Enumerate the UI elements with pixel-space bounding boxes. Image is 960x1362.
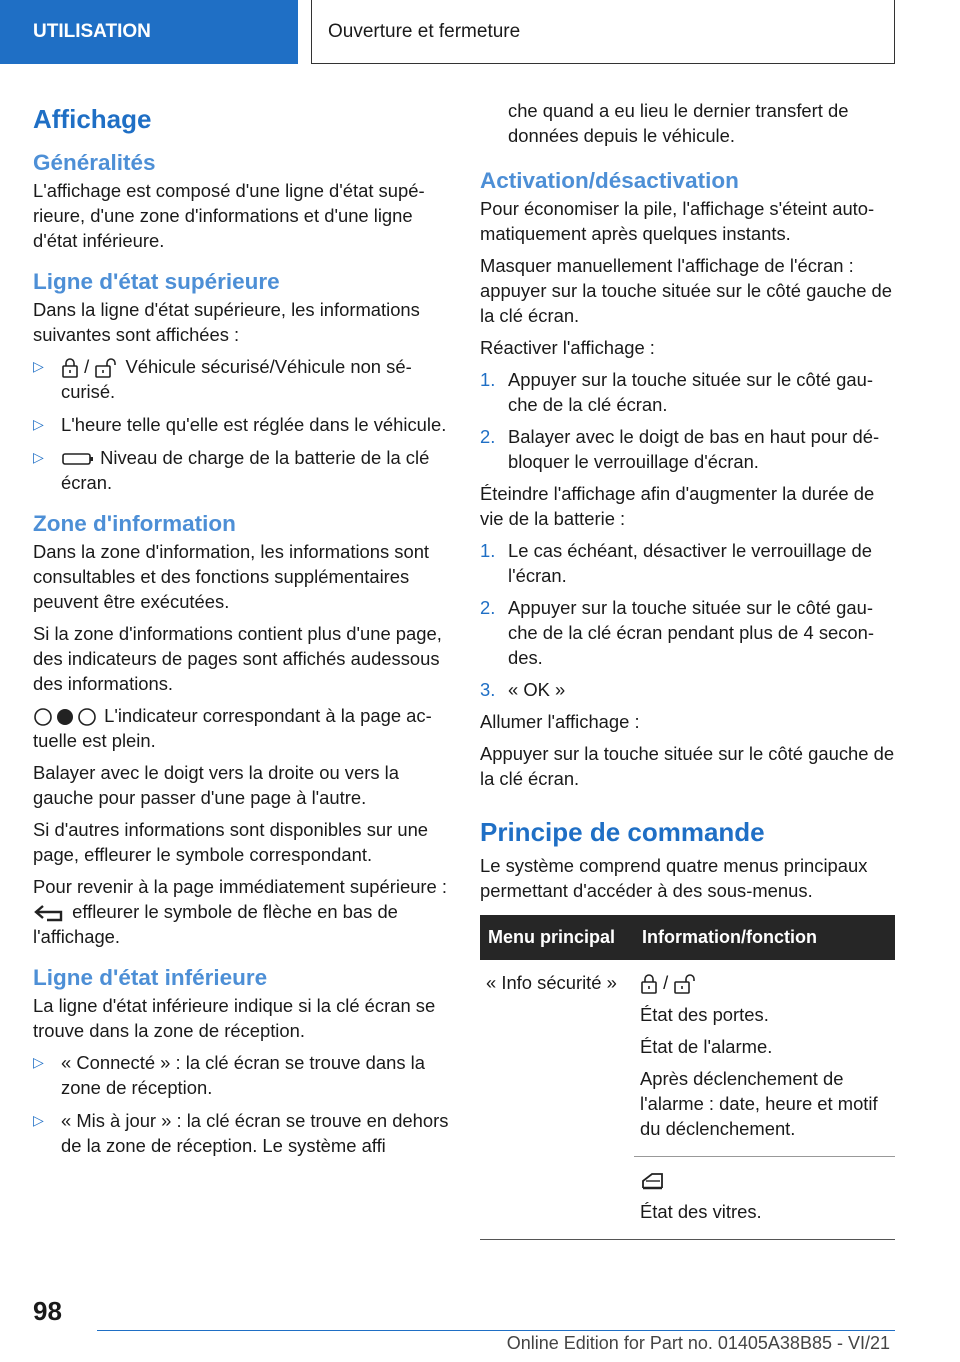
list-item xyxy=(33,1050,451,1100)
step-text: Balayer avec le doigt de bas en haut pour débloquer le verrouillage d'écran. xyxy=(508,426,880,472)
menu-table xyxy=(480,915,895,1240)
lock-open-icon xyxy=(94,358,120,378)
steps-reactivate xyxy=(480,367,895,474)
lock-open-icon xyxy=(673,974,699,994)
list-item xyxy=(33,412,451,437)
section-title: Ouverture et fermeture xyxy=(311,0,895,64)
step-text: Le cas échéant, désactiver le verrouillage de l'écran. xyxy=(508,540,872,586)
step-text: « OK » xyxy=(508,679,566,700)
para-zone-5: Si d'autres informations sont disponibles sur une page, effleurer le symbole correspondant. xyxy=(33,819,429,865)
lock-closed-icon xyxy=(640,974,658,994)
right-column xyxy=(480,98,895,1240)
para-ligne-sup: Dans la ligne d'état supérieure, les informations suivantes sont affichées : xyxy=(33,299,420,345)
para-ligne-inf: La ligne d'état inférieure indique si la clé écran se trouve dans la zone de réception. xyxy=(33,995,436,1041)
info-line: Après déclenchement de l'alarme : date, heure et motif du déclenchement. xyxy=(640,1068,878,1139)
list-ligne-sup xyxy=(33,354,451,495)
lock-closed-icon xyxy=(61,358,79,378)
table-row xyxy=(480,960,895,1157)
para-zone-6b: effleurer le symbole de flèche en bas de l'affichage. xyxy=(33,901,398,947)
list-item-text: « Connecté » : la clé écran se trouve dans la zone de réception. xyxy=(61,1052,425,1098)
para-zone-3-text: L'indicateur correspondant à la page actuelle est plein. xyxy=(33,705,432,751)
heading-ligne-inf: Ligne d'état inférieure xyxy=(33,965,268,990)
step-item xyxy=(480,367,895,417)
table-header-menu: Menu principal xyxy=(480,915,634,960)
footer-edition: Online Edition for Part no. 01405A38B85 - VI/21 xyxy=(506,1333,890,1353)
list-item xyxy=(33,1108,451,1158)
heading-generalites: Généralités xyxy=(33,150,156,175)
para-zone-6 xyxy=(33,874,451,949)
table-cell-menu: « Info sécurité » xyxy=(480,960,634,1240)
heading-activation: Activation/désactivation xyxy=(480,168,739,193)
list-item-text: L'heure telle qu'elle est réglée dans le véhicule. xyxy=(61,414,447,435)
lock-separator: / xyxy=(79,356,95,377)
info-line: État de l'alarme. xyxy=(640,1036,773,1057)
para-act-2: Masquer manuellement l'affichage de l'écran : appuyer sur la touche située sur le côté gauche de la clé écran. xyxy=(480,255,893,326)
info-line: État des vitres. xyxy=(640,1201,762,1222)
step-item xyxy=(480,538,895,588)
battery-icon xyxy=(61,452,95,466)
list-item xyxy=(33,445,451,495)
list-item-text: Véhicule sécurisé/Véhicule non sécurisé. xyxy=(61,356,412,402)
step-text: Appuyer sur la touche située sur le côté gauche de la clé écran pendant plus de 4 secondes. xyxy=(508,597,875,668)
para-act-6: Appuyer sur la touche située sur le côté gauche de la clé écran. xyxy=(480,743,895,789)
page-number: 98 xyxy=(33,1296,62,1326)
para-act-5: Allumer l'affichage : xyxy=(480,711,640,732)
para-act-1: Pour économiser la pile, l'affichage s'éteint automatiquement après quelques instants. xyxy=(480,198,875,244)
list-item-text: « Mis à jour » : la clé écran se trouve en dehors de la zone de réception. Le système affi xyxy=(61,1110,449,1156)
step-text: Appuyer sur la touche située sur le côté gauche de la clé écran. xyxy=(508,369,873,415)
para-continued: che quand a eu lieu le dernier transfert de données depuis le véhicule. xyxy=(508,100,849,146)
step-number: 3. xyxy=(480,679,496,700)
window-icon-line xyxy=(640,1167,889,1192)
step-item xyxy=(480,677,895,702)
table-cell-info xyxy=(634,1157,895,1240)
table-header-info: Information/fonction xyxy=(634,915,895,960)
step-item xyxy=(480,595,895,670)
page-indicator-icon xyxy=(33,707,99,727)
heading-affichage: Affichage xyxy=(33,104,152,134)
table-header-row xyxy=(480,915,895,960)
step-item xyxy=(480,424,895,474)
lock-separator: / xyxy=(658,972,674,993)
list-item xyxy=(33,354,451,404)
security-icons xyxy=(640,970,889,995)
heading-principe: Principe de commande xyxy=(480,817,765,847)
table-cell-info xyxy=(634,960,895,1157)
para-zone-2: Si la zone d'informations contient plus d'une page, des indicateurs de pages sont affichés audessous des informations. xyxy=(33,623,442,694)
para-act-3: Réactiver l'affichage : xyxy=(480,337,655,358)
chapter-tab: UTILISATION xyxy=(0,0,298,64)
heading-zone: Zone d'information xyxy=(33,511,236,536)
step-number: 2. xyxy=(480,426,496,447)
para-zone-3 xyxy=(33,703,451,753)
left-column xyxy=(33,98,451,1166)
step-number: 1. xyxy=(480,540,496,561)
para-zone-1: Dans la zone d'information, les informations sont consultables et des fonctions supplémentaires peuvent être exécutées. xyxy=(33,541,430,612)
step-number: 2. xyxy=(480,597,496,618)
list-ligne-inf xyxy=(33,1050,451,1158)
para-zone-4: Balayer avec le doigt vers la droite ou vers la gauche pour passer d'une page à l'autre. xyxy=(33,762,399,808)
steps-turn-off xyxy=(480,538,895,702)
step-number: 1. xyxy=(480,369,496,390)
window-icon xyxy=(640,1171,666,1191)
para-principe: Le système comprend quatre menus principaux permettant d'accéder à des sous-menus. xyxy=(480,855,868,901)
para-act-4: Éteindre l'affichage afin d'augmenter la durée de vie de la batterie : xyxy=(480,483,875,529)
list-item-text: Niveau de charge de la batterie de la clé écran. xyxy=(61,447,430,493)
para-generalites: L'affichage est composé d'une ligne d'état supérieure, d'une zone d'informations et d'une ligne d'état inférieure. xyxy=(33,180,425,251)
back-arrow-icon xyxy=(33,903,67,923)
footer-rule xyxy=(97,1330,895,1331)
heading-ligne-sup: Ligne d'état supérieure xyxy=(33,269,280,294)
info-line: État des portes. xyxy=(640,1004,769,1025)
para-zone-6a: Pour revenir à la page immédiatement supérieure : xyxy=(33,876,448,897)
